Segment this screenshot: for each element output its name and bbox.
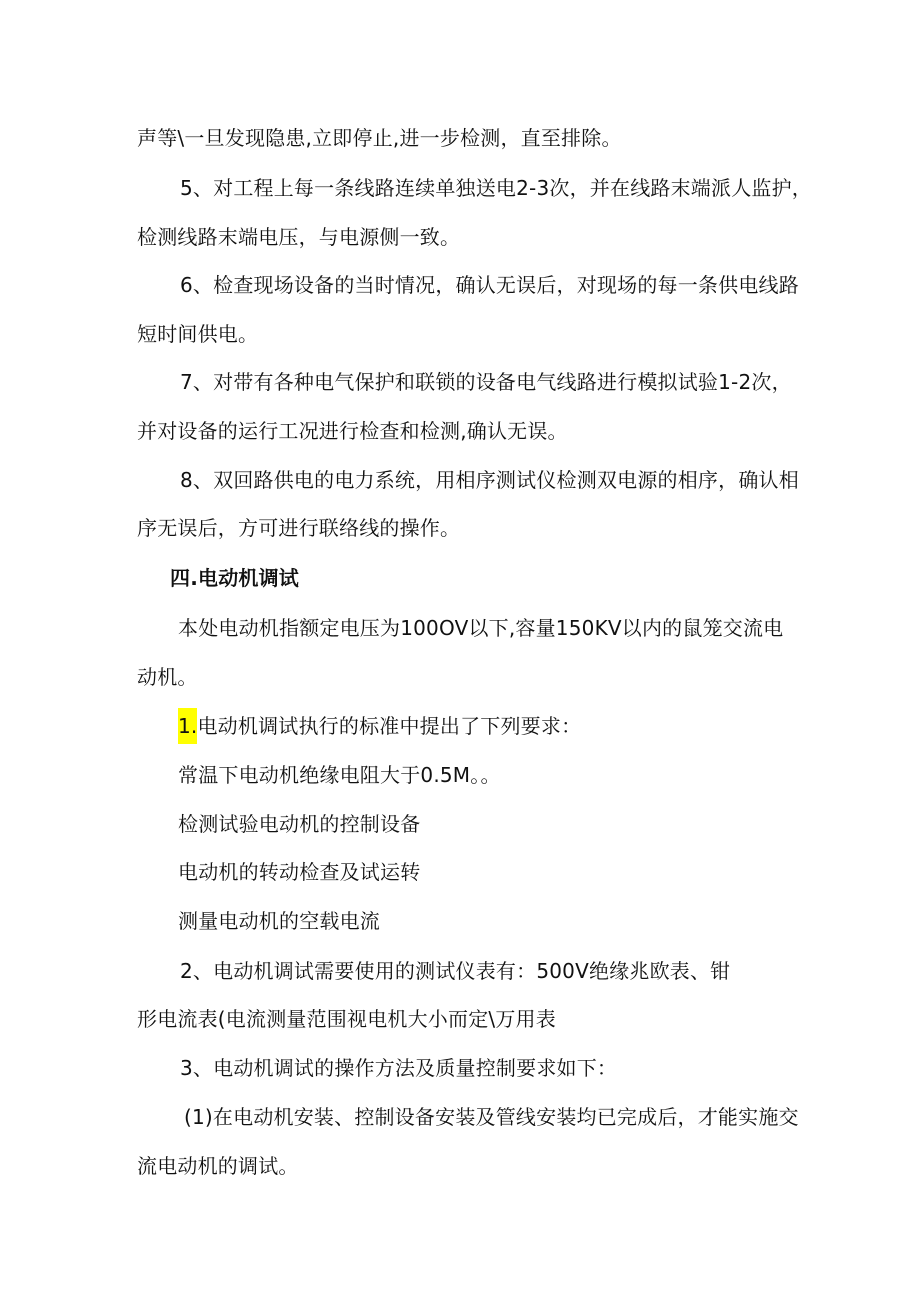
paragraph-line: 6、检查现场设备的当时情况，确认无误后，对现场的每一条供电线路 xyxy=(180,273,799,297)
highlighted-item-number: 1. xyxy=(178,708,197,744)
requirement-item: 电动机的转动检查及试运转 xyxy=(178,860,421,884)
paragraph-line: 5、对工程上每一条线路连续单独送电2-3次，并在线路末端派人监护， xyxy=(180,176,812,200)
sub-item-1-line: 流电动机的调试。 xyxy=(137,1154,299,1178)
sub-item-1-line: (1)在电动机安装、控制设备安装及管线安装均已完成后，才能实施交 xyxy=(184,1105,799,1129)
section-title: 四.电动机调试 xyxy=(170,566,299,590)
paragraph-line: 检测线路末端电压，与电源侧一致。 xyxy=(137,225,461,249)
item-1-text: 电动机调试执行的标准中提出了下列要求： xyxy=(197,714,582,738)
intro-line: 本处电动机指额定电压为100OV以下,容量150KV以内的鼠笼交流电 xyxy=(178,616,784,640)
item-3-line: 3、电动机调试的操作方法及质量控制要求如下： xyxy=(180,1056,618,1080)
paragraph-line: 序无误后，方可进行联络线的操作。 xyxy=(137,516,461,540)
intro-line: 动机。 xyxy=(137,665,198,689)
paragraph-line: 8、双回路供电的电力系统，用相序测试仪检测双电源的相序，确认相 xyxy=(180,468,799,492)
item-2-line: 形电流表(电流测量范围视电机大小而定\万用表 xyxy=(137,1007,556,1031)
requirement-item: 常温下电动机绝缘电阻大于0.5M。。 xyxy=(178,763,501,787)
item-2-line: 2、电动机调试需要使用的测试仪表有：500V绝缘兆欧表、钳 xyxy=(180,959,731,983)
requirement-item: 检测试验电动机的控制设备 xyxy=(178,812,421,836)
paragraph-line: 短时间供电。 xyxy=(137,322,259,346)
paragraph-line: 7、对带有各种电气保护和联锁的设备电气线路进行模拟试验1-2次， xyxy=(180,370,792,394)
requirement-item: 测量电动机的空载电流 xyxy=(178,909,380,933)
paragraph-line: 并对设备的运行工况进行检查和检测,确认无误。 xyxy=(137,419,568,443)
paragraph-line: 声等\一旦发现隐患,立即停止,进一步检测，直至排除。 xyxy=(137,126,622,150)
item-1-line xyxy=(178,713,581,739)
